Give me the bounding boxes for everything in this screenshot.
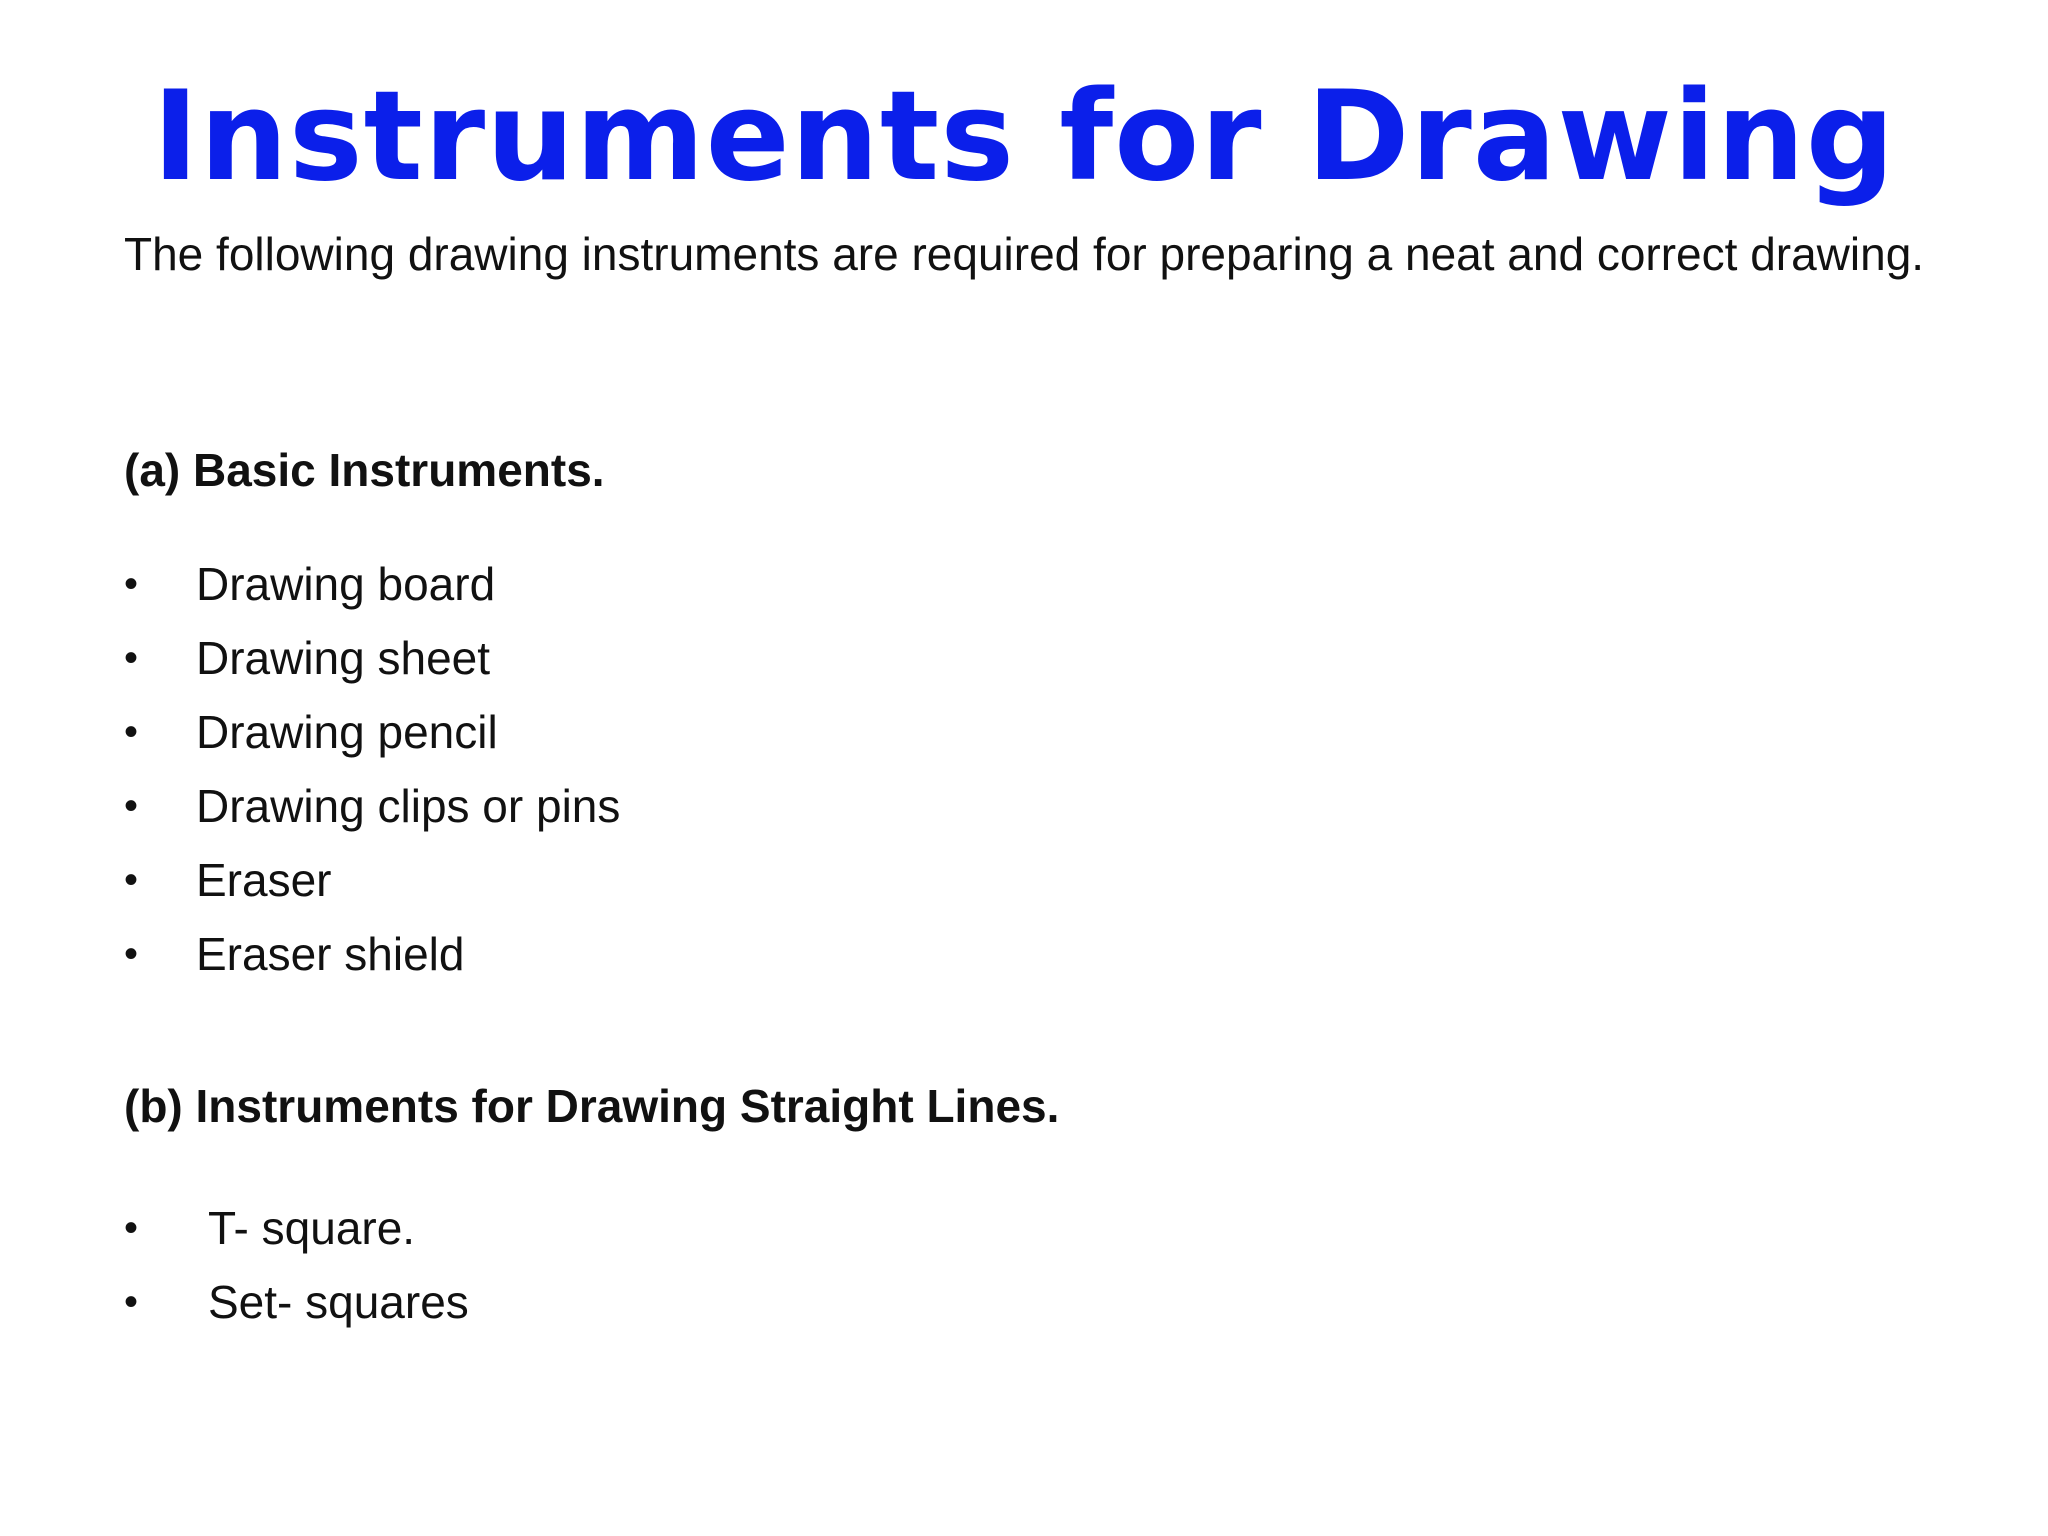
slide-title: Instruments for Drawing (152, 65, 1896, 209)
bullet-icon: • (124, 1206, 139, 1250)
list-item-label: T- square. (208, 1202, 416, 1254)
list-item-label: Set- squares (208, 1276, 469, 1328)
bullet-icon: • (124, 858, 139, 902)
bullet-icon: • (124, 1280, 139, 1324)
list-item-label: Eraser shield (196, 928, 465, 980)
bullet-icon: • (124, 636, 139, 680)
bullet-icon: • (124, 562, 139, 606)
bullet-icon: • (124, 710, 139, 754)
list-item-label: Drawing sheet (196, 632, 491, 684)
bullet-icon: • (124, 784, 139, 828)
list-item-label: Drawing board (196, 558, 496, 610)
list-item-label: Eraser (196, 854, 332, 906)
section-heading-basic: (a) Basic Instruments. (124, 444, 605, 496)
intro-paragraph: The following drawing instruments are required for preparing a neat and correct drawing. (124, 228, 1925, 280)
list-item-label: Drawing clips or pins (196, 780, 621, 832)
list-item-label: Drawing pencil (196, 706, 498, 758)
bullet-icon: • (124, 932, 139, 976)
section-heading-straight-lines: (b) Instruments for Drawing Straight Lines. (124, 1080, 1060, 1132)
